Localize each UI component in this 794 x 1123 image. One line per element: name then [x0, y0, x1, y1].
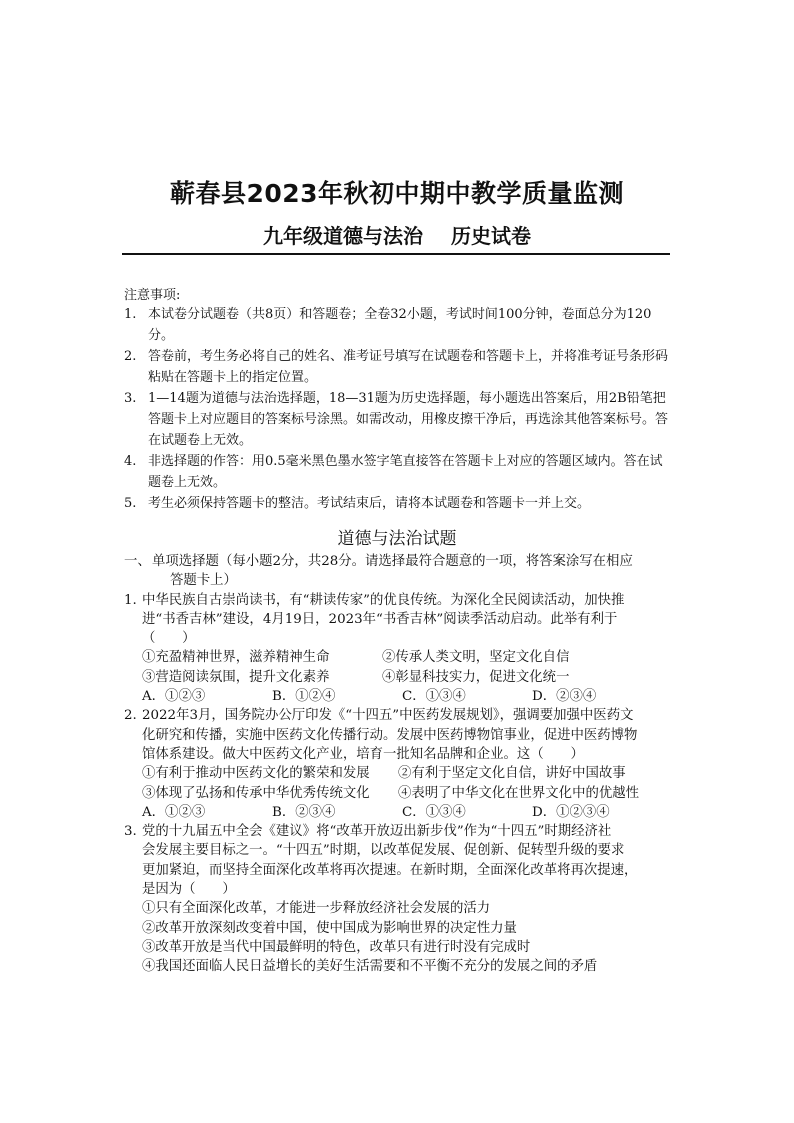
statement-item: ②有利于坚定文化自信，讲好中国故事 — [398, 766, 626, 782]
question-stem-line: 中华民族自古崇尚读书，有“耕读传家”的优良传统。为深化全民阅读活动，加快推 — [142, 592, 625, 608]
statement-row — [142, 668, 672, 687]
choice-row — [142, 803, 672, 822]
statement-item: ③体现了弘扬和传承中华优秀传统文化 — [142, 785, 370, 801]
statement-item: ④我国还面临人民日益增长的美好生活需要和不平衡不充分的发展之间的矛盾 — [142, 959, 598, 975]
question-3 — [124, 822, 672, 976]
choice-b[interactable]: B．②③④ — [272, 804, 336, 820]
exam-title: 蕲春县2023年秋初中期中教学质量监测 — [169, 179, 625, 208]
question-stem-line: （ ） — [142, 631, 196, 647]
note-number: 5. — [124, 496, 137, 511]
note-item — [124, 493, 672, 514]
question-number: 1. — [124, 592, 137, 608]
question-stem-line: 会发展主要目标之一。“十四五”时期，以改革促发展、促创新、促转型升级的要求 — [142, 843, 625, 859]
part-instruction-line: 答题卡上） — [170, 573, 237, 589]
note-text: 本试卷分试题卷（共8页）和答题卷；全卷32小题，考试时间100分钟，卷面总分为120分。 — [148, 307, 652, 343]
subtitle-subject-2: 历史试卷 — [451, 224, 531, 248]
statement-item: ①只有全面深化改革，才能进一步释放经济社会发展的活力 — [142, 901, 491, 917]
statement-row — [142, 784, 672, 803]
question-stem-line: 馆体系建设。做大中医药文化产业，培育一批知名品牌和企业。这（ ） — [142, 746, 584, 762]
statement-item: ②改革开放深刻改变着中国，使中国成为影响世界的决定性力量 — [142, 920, 517, 936]
choice-c[interactable]: C．①③④ — [402, 804, 466, 820]
choice-d[interactable]: D．①②③④ — [532, 804, 610, 820]
questions-body — [124, 552, 672, 977]
statement-item: ②传承人类文明，坚定文化自信 — [382, 650, 570, 666]
note-number: 4. — [124, 454, 137, 469]
statement-row — [142, 764, 672, 783]
choice-c[interactable]: C．①③④ — [402, 689, 466, 705]
header-divider — [122, 253, 670, 255]
subtitle-subject-1: 九年级道德与法治 — [263, 224, 423, 248]
note-item — [124, 388, 672, 451]
statement-item: ④彰显科技实力，促进文化统一 — [382, 669, 570, 685]
part-instruction-line: 单项选择题（每小题2分，共28分。请选择最符合题意的一项，将答案涂写在相应 — [152, 554, 633, 569]
note-item — [124, 304, 672, 346]
question-stem-line: 2022年3月，国务院办公厅印发《“十四五”中医药发展规划》，强调要加强中医药文 — [142, 708, 634, 724]
note-item — [124, 346, 672, 388]
question-stem-line: 是因为（ ） — [142, 882, 236, 898]
statement-item: ③改革开放是当代中国最鲜明的特色，改革只有进行时没有完成时 — [142, 939, 531, 955]
section-title: 道德与法治试题 — [337, 529, 457, 549]
notes-list — [124, 304, 672, 514]
choice-row — [142, 687, 672, 706]
statement-item: ④表明了中华文化在世界文化中的优越性 — [398, 785, 640, 801]
note-text: 答卷前，考生务必将自己的姓名、准考证号填写在试题卷和答题卡上，并将准考证号条形码粘贴在答题卡上的指定位置。 — [148, 349, 669, 385]
statement-item: ①充盈精神世界，滋养精神生命 — [142, 650, 330, 666]
question-stem-line: 更加紧迫，而坚持全面深化改革将再次提速。在新时期，全面深化改革将再次提速， — [142, 862, 638, 878]
question-1 — [124, 591, 672, 707]
choice-b[interactable]: B．①②④ — [272, 689, 336, 705]
choice-a[interactable]: A．①②③ — [142, 804, 206, 820]
notes-heading: 注意事项: — [124, 288, 181, 303]
part-heading — [124, 552, 672, 591]
question-2 — [124, 706, 672, 822]
choice-d[interactable]: D．②③④ — [532, 689, 597, 705]
note-item — [124, 451, 672, 493]
statement-row — [142, 648, 672, 667]
question-number: 3. — [124, 824, 137, 840]
note-number: 2. — [124, 349, 137, 364]
exam-subtitle — [0, 220, 794, 249]
question-stem-line: 化研究和传播，实施中医药文化传播行动。发展中医药博物馆事业，促进中医药博物 — [142, 727, 638, 743]
statement-item: ①有利于推动中医药文化的繁荣和发展 — [142, 766, 370, 782]
note-number: 1. — [124, 307, 137, 322]
note-text: 非选择题的作答：用0.5毫米黑色墨水签字笔直接答在答题卡上对应的答题区域内。答在试题卷上无效。 — [148, 454, 663, 490]
part-number: 一、 — [124, 554, 151, 569]
choice-a[interactable]: A．①②③ — [142, 689, 206, 705]
question-stem-line: 党的十九届五中全会《建议》将“改革开放迈出新步伐”作为“十四五”时期经济社 — [142, 824, 612, 840]
note-text: 考生必须保持答题卡的整洁。考试结束后，请将本试题卷和答题卡一并上交。 — [148, 496, 591, 511]
note-number: 3. — [124, 391, 137, 406]
question-stem-line: 进“书香吉林”建设，4月19日，2023年“书香吉林”阅读季活动启动。此举有利于 — [142, 611, 618, 627]
question-number: 2. — [124, 708, 137, 724]
note-text: 1—14题为道德与法治选择题，18—31题为历史选择题，每小题选出答案后，用2B铅笔把答题卡上对应题目的答案标号涂黑。如需改动，用橡皮擦干净后，再选涂其他答案标号。答在试题卷上无效。 — [148, 391, 669, 448]
statement-item: ③营造阅读氛围，提升文化素养 — [142, 669, 330, 685]
